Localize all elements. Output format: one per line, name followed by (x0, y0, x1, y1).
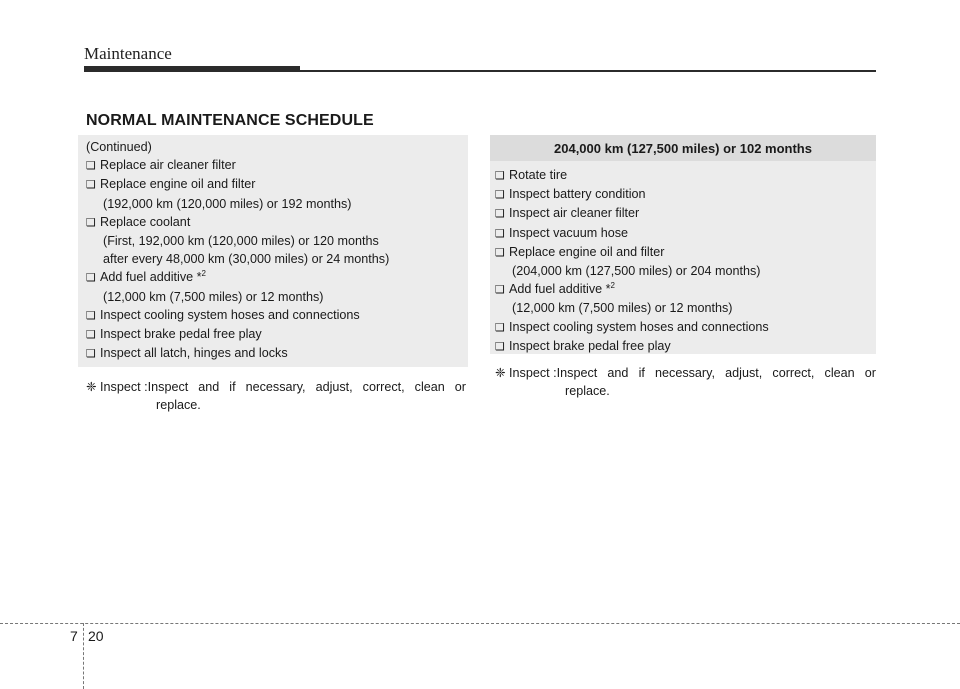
checklist-item (86, 175, 389, 194)
interval-heading: 204,000 km (127,500 miles) or 102 months (554, 141, 812, 156)
checkbox-icon: ❑ (495, 208, 505, 221)
checkbox-icon: ❑ (495, 284, 505, 297)
item-text: after every 48,000 km (30,000 miles) or 24 months) (103, 252, 390, 267)
checkbox-icon: ❑ (495, 227, 505, 240)
right-schedule-heading (490, 135, 876, 161)
checkbox-icon: ❑ (86, 348, 96, 361)
item-text: Inspect brake pedal free play (100, 327, 262, 342)
interval-detail (495, 262, 769, 280)
item-text: Replace air cleaner filter (100, 158, 236, 173)
page-number: 20 (88, 628, 104, 644)
item-text: Inspect cooling system hoses and connections (509, 319, 769, 334)
checkbox-icon: ❑ (495, 340, 505, 353)
note-lead: ❈ Inspect : (86, 380, 148, 394)
checklist-item (86, 306, 389, 325)
checklist-item (86, 156, 389, 175)
item-text: Inspect all latch, hinges and locks (100, 346, 288, 361)
interval-detail (495, 299, 769, 317)
item-text: Inspect brake pedal free play (509, 338, 671, 353)
header-rule-thick (84, 66, 300, 72)
interval-detail (86, 288, 389, 306)
chapter-number: 7 (70, 628, 78, 644)
item-text: Inspect cooling system hoses and connections (100, 307, 360, 322)
interval-detail (86, 195, 389, 213)
footnote-marker: 2 (201, 269, 206, 279)
checklist-item (495, 280, 769, 299)
interval-detail (86, 232, 389, 250)
footer-divider (0, 623, 960, 624)
note-line-2: replace. (156, 398, 201, 412)
checklist-item (86, 213, 389, 232)
checklist-item (495, 166, 769, 185)
item-text: Inspect air cleaner filter (509, 206, 640, 221)
checklist-item (86, 344, 389, 363)
checkbox-icon: ❑ (86, 179, 96, 192)
header-rule-thin (300, 70, 876, 72)
checkbox-icon: ❑ (86, 309, 96, 322)
item-text: Inspect battery condition (509, 187, 646, 202)
checklist-item (495, 337, 769, 356)
checkbox-icon: ❑ (86, 272, 96, 285)
right-inspect-note (495, 364, 876, 400)
checkbox-icon: ❑ (86, 216, 96, 229)
item-text: (204,000 km (127,500 miles) or 204 months) (512, 264, 761, 279)
item-text: (12,000 km (7,500 miles) or 12 months) (512, 301, 733, 316)
item-text: Replace engine oil and filter (509, 244, 665, 259)
item-text: (Continued) (86, 140, 152, 154)
left-inspect-note (86, 378, 466, 414)
note-line-2: replace. (565, 384, 610, 398)
checklist-item (495, 318, 769, 337)
item-text: Inspect vacuum hose (509, 225, 629, 240)
footnote-marker: 2 (610, 281, 615, 291)
checklist-item (86, 268, 389, 287)
note-line-1: Inspect and if necessary, adjust, correct, clean or (556, 366, 876, 380)
item-text: Add fuel additive * (100, 270, 202, 285)
note-line-1: Inspect and if necessary, adjust, correct, clean or (147, 380, 466, 394)
checkbox-icon: ❑ (86, 329, 96, 342)
page-title: NORMAL MAINTENANCE SCHEDULE (86, 112, 374, 129)
right-item-list (495, 166, 769, 356)
checkbox-icon: ❑ (495, 246, 505, 259)
checklist-item (86, 325, 389, 344)
checklist-item (495, 224, 769, 243)
checklist-item (495, 204, 769, 223)
checklist-item (495, 185, 769, 204)
interval-detail (86, 250, 389, 268)
note-lead: ❈ Inspect : (495, 366, 557, 380)
item-text: (First, 192,000 km (120,000 miles) or 120 months (103, 234, 379, 249)
checklist-item (495, 243, 769, 262)
continued-label (86, 138, 389, 156)
checkbox-icon: ❑ (495, 170, 505, 182)
item-text: Rotate tire (509, 168, 568, 182)
item-text: (192,000 km (120,000 miles) or 192 months) (103, 196, 352, 211)
footer-vertical-divider (83, 623, 84, 689)
checkbox-icon: ❑ (86, 160, 96, 173)
item-text: Replace engine oil and filter (100, 177, 256, 192)
item-text: Add fuel additive * (509, 282, 611, 297)
item-text: (12,000 km (7,500 miles) or 12 months) (103, 289, 324, 304)
item-text: Replace coolant (100, 214, 191, 229)
section-header: Maintenance (84, 44, 172, 63)
checkbox-icon: ❑ (495, 321, 505, 334)
checkbox-icon: ❑ (495, 189, 505, 202)
left-item-list (86, 138, 389, 363)
